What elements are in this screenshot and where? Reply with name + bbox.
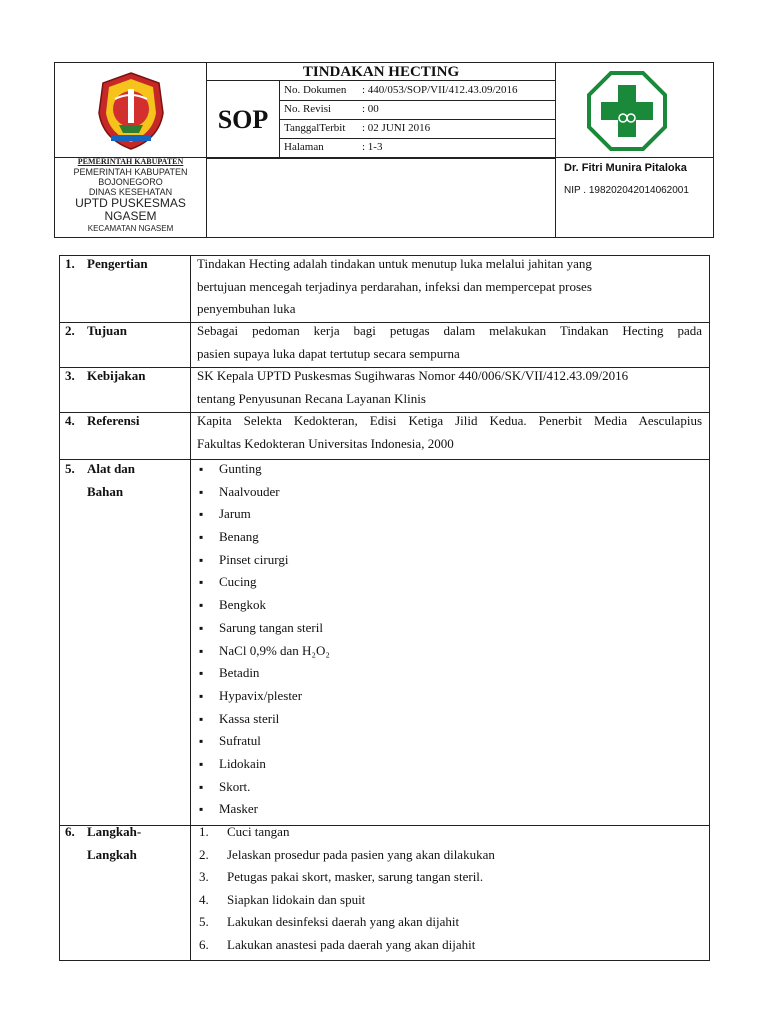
step-text: Siapkan lidokain dan spuit [227,891,366,907]
equipment-item: ▪ Gunting [195,458,702,481]
section-line: Fakultas Kedokteran Universitas Indonesia, 2000 [197,435,454,451]
section-title: Langkah- [87,824,142,839]
section-body [197,320,702,365]
procedure-step [195,821,702,844]
section-body [197,365,702,410]
section-number: 4. [65,413,75,428]
equipment-item: ▪ Kassa steril [195,708,702,731]
equipment-item: ▪ Skort. [195,776,702,799]
meta-key: No. Dokumen [284,84,347,96]
institution-line: BOJONEGORO [98,177,163,187]
equipment-item: ▪ Lidokain [195,753,702,776]
section-number: 1. [65,256,75,271]
section-label [65,821,141,866]
section-body [197,410,702,455]
institution-line: DINAS KESEHATAN [88,187,173,197]
sop-content-table [59,255,710,961]
institution-line: PEMERINTAH KABUPATEN [77,157,184,166]
section-line: Tindakan Hecting adalah tindakan untuk menutup luka melalui jahitan yang [197,256,592,271]
section-title: Kebijakan [87,368,146,383]
document-title: TINDAKAN HECTING [302,64,460,80]
header-logo-cell [54,62,207,158]
meta-row-revisi [280,100,555,120]
procedure-step [195,934,702,957]
equipment-item: ▪ Jarum [195,503,702,526]
section-number: 6. [65,824,75,839]
step-number: 6. [199,936,209,952]
procedure-step [195,866,702,889]
equipment-item: ▪ Bengkok [195,594,702,617]
section-number: 5. [65,461,75,476]
step-number: 4. [199,891,209,907]
document-meta-table [279,80,556,159]
section-line: SK Kepala UPTD Puskesmas Sugihwaras Nomor 440/006/SK/VII/412.43.09/2016 [197,368,629,383]
section-number: 2. [65,323,75,338]
meta-value: : 00 [362,103,379,115]
step-number: 5. [199,914,209,930]
section-title: Tujuan [87,323,127,338]
equipment-list [195,458,702,821]
row-pengertian [59,255,710,322]
procedure-step [195,911,702,934]
institution-text [54,157,207,235]
meta-key: TanggalTerbit [284,122,346,134]
meta-row-tanggal [280,119,555,139]
section-title: Referensi [87,413,140,428]
bojonegoro-regency-crest-icon [89,69,173,153]
institution-line: PEMERINTAH KABUPATEN [73,167,188,177]
row-langkah [59,825,710,961]
step-number: 3. [199,869,209,885]
section-title: Pengertian [87,256,148,271]
meta-row-dokumen [280,81,555,101]
institution-line: UPTD PUSKESMAS [75,196,186,210]
signatory-nip: NIP . 198202042014062001 [564,185,689,196]
step-number: 1. [199,824,209,839]
meta-key: Halaman [284,141,324,153]
step-text: Lakukan desinfeksi daerah yang akan dijahit [227,914,460,930]
step-number: 2. [199,846,209,862]
meta-value: : 1-3 [362,141,383,153]
meta-key: No. Revisi [284,103,332,115]
meta-value: : 440/053/SOP/VII/412.43.09/2016 [362,84,518,96]
procedure-step [195,844,702,867]
section-title-cont: Langkah [87,846,137,862]
equipment-item: ▪ Sufratul [195,730,702,753]
section-line: bertujuan mencegah terjadinya perdarahan, infeksi dan mempercepat proses [197,278,592,294]
equipment-item: ▪ NaCl 0,9% dan H₂O₂ [195,640,702,663]
meta-value: : 02 JUNI 2016 [362,122,431,134]
section-label [65,365,146,388]
step-text: Jelaskan prosedur pada pasien yang akan dilakukan [227,846,495,862]
sop-label: SOP [217,105,269,134]
section-title-cont: Bahan [87,483,124,499]
puskesmas-green-cross-icon [587,71,667,151]
section-label [65,458,135,503]
meta-row-halaman [280,138,555,157]
equipment-item: ▪ Pinset cirurgi [195,549,702,572]
row-alat-bahan [59,459,710,825]
section-body [197,253,702,321]
equipment-item: ▪ Hypavix/plester [195,685,702,708]
row-kebijakan [59,367,710,412]
equipment-item: ▪ Betadin [195,662,702,685]
institution-line: NGASEM [104,209,157,223]
section-title: Alat dan [87,461,136,476]
section-line: pasien supaya luka dapat tertutup secara sempurna [197,345,460,361]
section-label [65,253,148,276]
step-text: Cuci tangan [227,824,290,839]
equipment-item: ▪ Benang [195,526,702,549]
section-line: penyembuhan luka [197,301,296,317]
signatory-name: Dr. Fitri Munira Pitaloka [564,162,687,174]
procedure-step [195,889,702,912]
equipment-item: ▪ Naalvouder [195,481,702,504]
sop-label-cell [206,80,280,159]
step-text: Lakukan anastesi pada daerah yang akan dijahit [227,936,476,952]
section-number: 3. [65,368,75,383]
section-label [65,320,127,343]
row-tujuan [59,322,710,367]
section-label [65,410,139,433]
header-right-logo-cell [555,62,714,158]
blank-middle-cell [206,157,556,238]
equipment-item: ▪ Cucing [195,571,702,594]
section-line: Kapita Selekta Kedokteran, Edisi Ketiga Jilid Kedua. Penerbit Media Aesculapius [197,413,702,428]
row-referensi [59,412,710,459]
equipment-item: ▪ Masker [195,798,702,821]
sop-header [54,62,714,238]
section-line: tentang Penyusunan Recana Layanan Klinis [197,390,426,406]
institution-line: KECAMATAN NGASEM [87,224,174,233]
equipment-item: ▪ Sarung tangan steril [195,617,702,640]
procedure-steps-list [195,821,702,957]
section-line: Sebagai pedoman kerja bagi petugas dalam melakukan Tindakan Hecting pada [197,323,702,338]
step-text: Petugas pakai skort, masker, sarung tangan steril. [227,869,484,885]
